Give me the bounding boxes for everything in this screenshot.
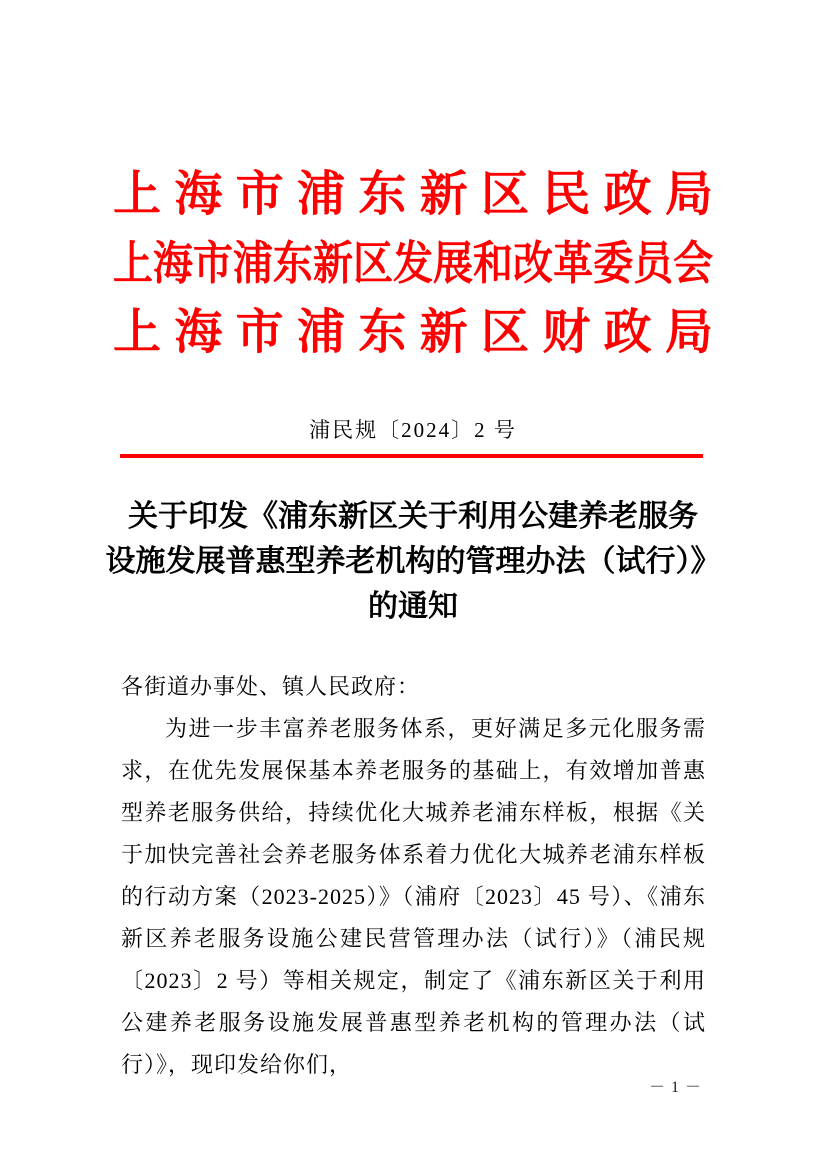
red-divider-line [120, 454, 703, 458]
document-body [121, 666, 706, 1086]
document-number: 浦民规〔2024〕2 号 [309, 418, 517, 442]
document-title-line-3: 的通知 [368, 590, 458, 623]
document-title-line-1: 关于印发《浦东新区关于利用公建养老服务 [128, 500, 698, 533]
document-title [0, 494, 826, 629]
agency-name-civil-affairs-bureau: 上海市浦东新区民政局 [113, 168, 713, 221]
page-number: － 1 － [648, 1079, 702, 1096]
salutation: 各街道办事处、镇人民政府： [121, 674, 421, 699]
agency-name-development-reform-commission: 上海市浦东新区发展和改革委员会 [112, 238, 714, 289]
body-paragraph: 为进一步丰富养老服务体系，更好满足多元化服务需求，在优先发展保基本养老服务的基础上，有效增加普惠型养老服务供给，持续优化大城养老浦东样板，根据《关于加快完善社会养老服务体系着力优化大城养老浦东样板的行动方案（2023-2025）》（浦府〔2023〕45 号）、《浦东新区养老服务设施公建民营管理办法（试行）》（浦民规〔2023〕2 号）等相关规定，制定了《浦东新区关于利用公建养老服务设施发展普惠型养老机构的管理办法（试行）》，现印发给你们， [121, 716, 706, 1077]
document-title-line-2: 设施发展普惠型养老机构的管理办法（试行）》 [105, 545, 721, 578]
agency-name-finance-bureau: 上海市浦东新区财政局 [113, 306, 713, 359]
agency-name-wrap [113, 230, 713, 298]
document-letterhead [113, 160, 713, 368]
